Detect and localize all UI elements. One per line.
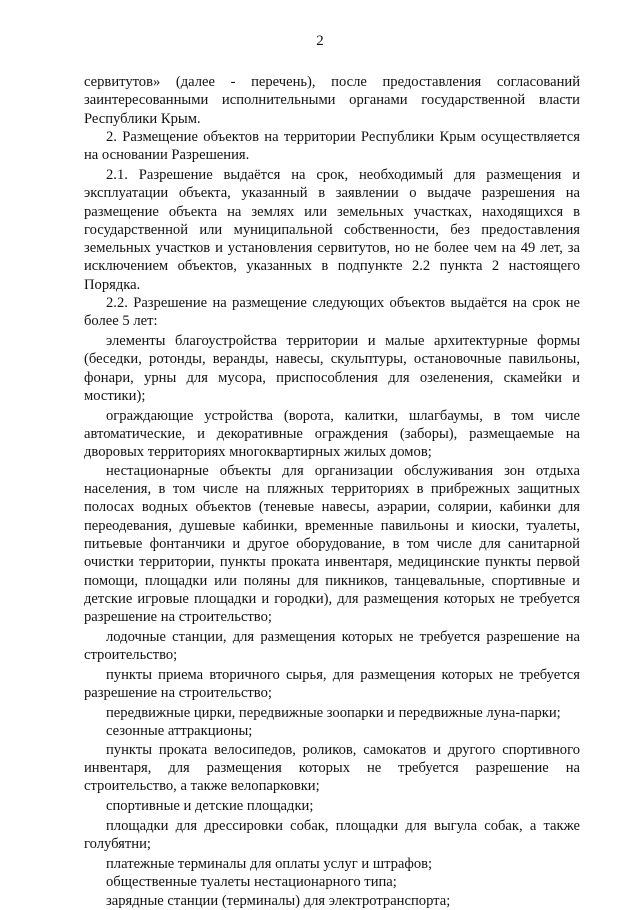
list-item: нестационарные объекты для организации обслуживания зон отдыха населения, в том числе на пляжных территориях в прибрежных защитных полосах водных объектов (теневые навесы, аэрарии, солярии, кабинки для переодевания, душевые кабинки, временные павильоны и киоски, туалеты, питьевые фонтанчики и другое оборудование, в том числе для санитарной очистки территории, пункты проката инвентаря, медицинские пункты первой помощи, площадки или поляны для пикников, танцевальные, спортивные и детские игровые площадки и городки), для размещения которых не требуется разрешение на строительство; xyxy=(84,462,580,626)
page-number: 2 xyxy=(316,33,324,49)
list-item: лодочные станции, для размещения которых не требуется разрешение на строительство; xyxy=(84,628,580,664)
list-item: общественные туалеты нестационарного типа; xyxy=(106,874,397,891)
list-item: платежные терминалы для оплаты услуг и штрафов; xyxy=(106,855,433,872)
list-item: площадки для дрессировки собак, площадки для выгула собак, а также голубятни; xyxy=(84,817,580,853)
list-item: зарядные станции (терминалы) для электротранспорта; xyxy=(106,892,451,909)
paragraph-2-1: 2.1. Разрешение выдаётся на срок, необходимый для размещения и эксплуатации объекта, указанный в заявлении о выдаче разрешения на размещение объекта на землях или земельных участках, находящихся в государственной или муниципальной собственности, без предоставления земельных участков и установления сервитутов, но не более чем на 49 лет, за исключением объектов, указанных в подпункте 2.2 пункта 2 настоящего Порядка. xyxy=(84,166,580,293)
list-item: ограждающие устройства (ворота, калитки, шлагбаумы, в том числе автоматические, и декоративные ограждения (заборы), размещаемые на дворовых территориях многоквартирных жилых домов; xyxy=(84,407,580,461)
document-body xyxy=(84,73,580,910)
paragraph-continuation: сервитутов» (далее - перечень), после предоставления согласований заинтересованными исполнительными органами государственной власти Республики Крым. xyxy=(84,74,580,127)
list-item: передвижные цирки, передвижные зоопарки и передвижные луна-парки; xyxy=(106,705,561,722)
list-item: пункты проката велосипедов, роликов, самокатов и другого спортивного инвентаря, для размещения которых не требуется разрешение на строительство, а также велопарковки; xyxy=(84,741,580,795)
list-item: спортивные и детские площадки; xyxy=(106,798,314,815)
paragraph-2: 2. Размещение объектов на территории Республики Крым осуществляется на основании Разрешения. xyxy=(84,128,580,164)
list-item: пункты приема вторичного сырья, для размещения которых не требуется разрешение на строительство; xyxy=(84,667,580,702)
list-item: сезонные аттракционы; xyxy=(106,723,253,740)
paragraph-2-2: 2.2. Разрешение на размещение следующих объектов выдаётся на срок не более 5 лет: xyxy=(84,295,580,330)
list-item: элементы благоустройства территории и малые архитектурные формы (беседки, ротонды, веранды, навесы, скульптуры, остановочные павильоны, фонари, урны для мусора, приспособления для озеленения, скамейки и мостики); xyxy=(84,333,580,405)
